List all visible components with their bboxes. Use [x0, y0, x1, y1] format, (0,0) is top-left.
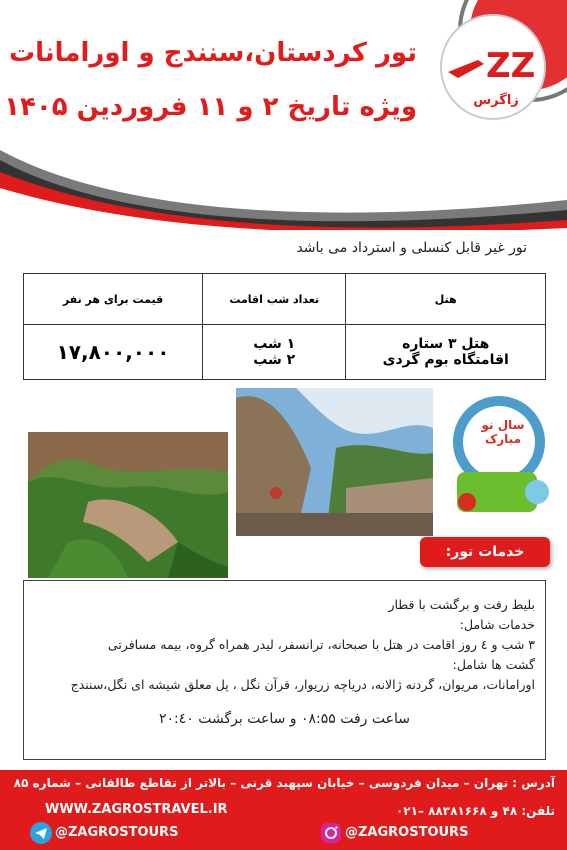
table-row [24, 325, 546, 380]
zagros-logo [438, 12, 548, 122]
hotel-name-1: هتل ۳ ستاره [402, 336, 490, 352]
website-link[interactable]: WWW.ZAGROSTRAVEL.IR [45, 802, 228, 817]
header-banner [0, 0, 567, 230]
phone-text: تلفن: ۴۸ و ۸۸۳۸۱۶۶۸ –۰۲۱ [395, 804, 555, 818]
svg-text:ZZ: ZZ [486, 46, 536, 86]
tour-title-line2: ویژه تاریخ ۲ و ۱۱ فروردین ۱۴۰۵ [4, 92, 417, 122]
services-line-tours: اورامانات، مریوان، گردنه ژالانه، دریاچه زریوار، قرآن نگل ، پل معلق شیشه ای نگل،سنندج [70, 677, 535, 692]
instagram-handle[interactable]: @ZAGROSTOURS [345, 825, 469, 840]
nowruz-greeting-image [437, 392, 555, 520]
table-header-row [24, 274, 546, 325]
instagram-icon [320, 822, 342, 844]
nights-cell [203, 325, 346, 380]
telegram-handle[interactable]: @ZAGROSTOURS [55, 825, 179, 840]
nights-1: ۱ شب [253, 336, 296, 352]
nights-2: ۲ شب [253, 352, 296, 368]
hotel-name-2: اقامتگاه بوم گردی [382, 352, 509, 368]
price-cell: ۱۷,۸۰۰,۰۰۰ [24, 325, 203, 380]
services-line-accommodation: ۳ شب و ٤ روز اقامت در هتل با صبحانه، ترانسفر، لیدر همراه گروه، بیمه مسافرتی [107, 637, 535, 652]
departure-return-time: ساعت رفت ۰۸:۵۵ و ساعت برگشت ۲۰:٤۰ [159, 711, 410, 727]
village-photo-left [28, 432, 228, 578]
hotel-cell [346, 325, 546, 380]
telegram-icon [30, 822, 52, 844]
price-table [23, 273, 546, 380]
services-line-transport: بلیط رفت و برگشت با قطار [388, 597, 535, 612]
services-box [23, 580, 546, 760]
services-line-heading: خدمات شامل: [459, 617, 535, 632]
footer-bar [0, 770, 567, 850]
header-nights: تعداد شب اقامت [203, 274, 346, 325]
address-text: آدرس : تهران – میدان فردوسی – خیابان سپهبد قرنی – بالاتر از تقاطع طالقانی – شماره ۸۵ [13, 776, 555, 790]
svg-text:زاگرس: زاگرس [473, 93, 519, 108]
header-hotel: هتل [346, 274, 546, 325]
header-price: قیمت برای هر نفر [24, 274, 203, 325]
non-refundable-note: تور غیر قابل کنسلی و استرداد می باشد [296, 240, 527, 256]
village-photo-center [236, 388, 433, 536]
tour-services-label: خدمات تور: [420, 537, 550, 567]
nowruz-text: سال نو مبارک [481, 418, 525, 446]
tour-title-line1: تور کردستان،سنندج و اورامانات [8, 38, 417, 68]
services-line-tours-heading: گشت ها شامل: [452, 657, 535, 672]
